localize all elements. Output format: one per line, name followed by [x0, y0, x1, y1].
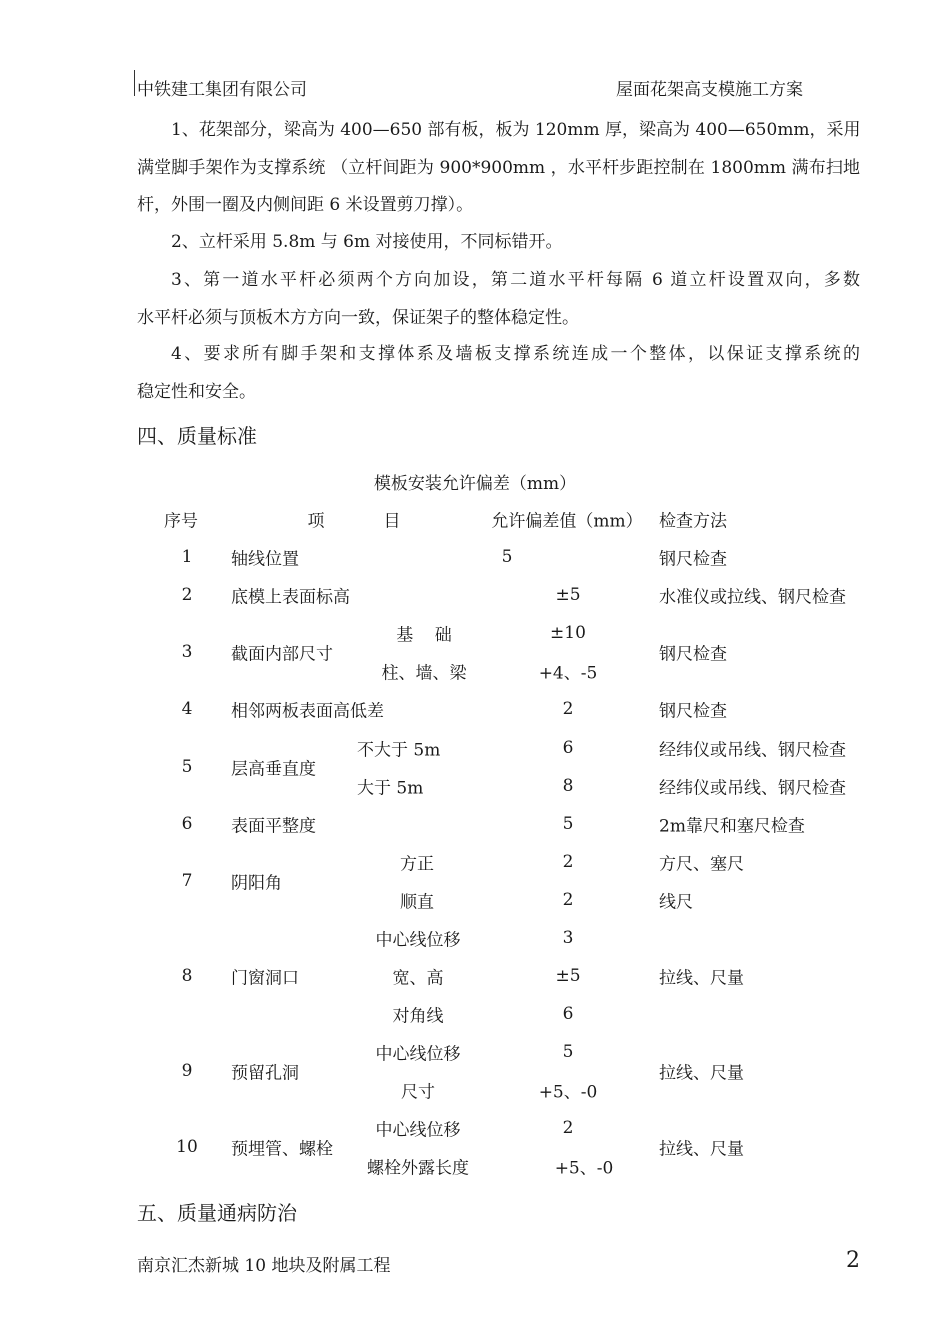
table-row-method: 钢尺检查 [659, 701, 727, 722]
table-row-no: 6 [181, 814, 193, 834]
section-title: 四、质量标准 [137, 424, 257, 448]
table-row-item: 阴阳角 [231, 873, 282, 894]
table-row-value: ±5 [555, 966, 581, 986]
table-row-value: 2 [562, 1118, 574, 1138]
page-number: 2 [846, 1248, 860, 1273]
table-row-subitem: 螺栓外露长度 [367, 1158, 469, 1179]
table-row-item: 底模上表面标高 [231, 587, 350, 608]
table-row-subitem: 大于 5m [357, 778, 424, 799]
paragraph-line: 3、第一道水平杆必须两个方向加设，第二道水平杆每隔 6 道立杆设置双向，多数 [171, 270, 860, 290]
col-header-method: 检查方法 [659, 511, 727, 532]
paragraph-3 [137, 262, 860, 337]
table-row-value: ±10 [550, 623, 586, 643]
table-row-item: 相邻两板表面高低差 [231, 701, 384, 722]
table-row-no: 3 [181, 642, 193, 662]
table-row-method: 经纬仪或吊线、钢尺检查 [659, 740, 846, 761]
table-row-subitem: 不大于 5m [357, 740, 441, 761]
table-row-subitem: 中心线位移 [375, 930, 461, 951]
table-row-value: 6 [562, 738, 574, 758]
col-header-no: 序号 [164, 511, 198, 532]
col-header-item: 目 [383, 511, 401, 532]
table-row-item: 层高垂直度 [231, 759, 316, 780]
paragraph-2 [137, 224, 860, 262]
table-row-value: 2 [562, 890, 574, 910]
table-row-value: 2 [562, 852, 574, 872]
paragraph-4 [137, 336, 860, 411]
table-row-subitem: 方正 [400, 854, 434, 875]
table-row-method: 水准仪或拉线、钢尺检查 [659, 587, 846, 608]
table-row-subitem: 宽、高 [392, 968, 444, 989]
table-row-subitem: 顺直 [400, 892, 434, 913]
table-row-method: 拉线、尺量 [659, 968, 744, 989]
paragraph-line: 杆，外围一圈及内侧间距 6 米设置剪刀撑）。 [137, 195, 474, 215]
table-row-value: +4、-5 [538, 663, 598, 684]
table-row-value: 8 [562, 776, 574, 796]
table-row-no: 7 [181, 871, 193, 891]
table-row-item: 门窗洞口 [231, 968, 299, 989]
table-row-subitem: 对角线 [392, 1006, 444, 1027]
table-row-value: 5 [501, 547, 513, 567]
col-header-tolerance: 允许偏差值（mm） [491, 511, 643, 532]
table-row-method: 线尺 [659, 892, 693, 913]
header-rule [134, 70, 135, 96]
table-row-method: 2m靠尺和塞尺检查 [659, 816, 805, 837]
table-row-no: 8 [181, 966, 193, 986]
table-row-subitem: 柱、墙、梁 [381, 663, 467, 684]
table-row-value: 5 [562, 1042, 574, 1062]
table-row-value: 6 [562, 1004, 574, 1024]
table-row-method: 钢尺检查 [659, 644, 727, 665]
paragraph-line: 1、花架部分，梁高为 400—650 部有板，板为 120mm 厚，梁高为 400—650mm，采用 [171, 120, 861, 140]
footer-project: 南京汇杰新城 10 地块及附属工程 [137, 1256, 391, 1276]
table-row-item: 轴线位置 [231, 549, 299, 570]
table-row-method: 拉线、尺量 [659, 1063, 744, 1084]
paragraph-line: 满堂脚手架作为支撑系统 （立杆间距为 900*900mm ，水平杆步距控制在 1800mm 满布扫地 [137, 157, 860, 178]
section-title: 五、质量通病防治 [137, 1201, 297, 1225]
table-row-no: 9 [181, 1061, 193, 1081]
table-row-no: 4 [181, 699, 193, 719]
table-row-value: 2 [562, 699, 574, 719]
table-caption: 模板安装允许偏差（mm） [373, 474, 577, 494]
table-row-value: +5、-0 [554, 1158, 614, 1179]
table-row-item: 预埋管、螺栓 [231, 1139, 333, 1160]
header-doc-title: 屋面花架高支模施工方案 [616, 80, 803, 100]
table-row-no: 2 [181, 585, 193, 605]
paragraph-line: 2、立杆采用 5.8m 与 6m 对接使用，不同标错开。 [171, 232, 563, 252]
paragraph-line: 4、要求所有脚手架和支撑体系及墙板支撑系统连成一个整体，以保证支撑系统的 [171, 344, 860, 364]
table-row-item: 预留孔洞 [231, 1063, 299, 1084]
table-row-value: 3 [562, 928, 574, 948]
table-row-no: 5 [181, 757, 193, 777]
table-row-item: 截面内部尺寸 [231, 644, 333, 665]
paragraph-1 [137, 112, 860, 225]
table-row-subitem: 中心线位移 [375, 1044, 461, 1065]
table-row-value: +5、-0 [538, 1082, 598, 1103]
table-row-value: ±5 [555, 585, 581, 605]
table-row-method: 钢尺检查 [659, 549, 727, 570]
table-row-value: 5 [562, 814, 574, 834]
table-row-method: 方尺、塞尺 [659, 854, 744, 875]
paragraph-line: 稳定性和安全。 [137, 381, 256, 402]
table-row-item: 表面平整度 [231, 816, 316, 837]
table-row-no: 10 [176, 1137, 198, 1157]
table-row-method: 拉线、尺量 [659, 1139, 744, 1160]
table-row-method: 经纬仪或吊线、钢尺检查 [659, 778, 846, 799]
paragraph-line: 水平杆必须与顶板木方方向一致，保证架子的整体稳定性。 [137, 307, 579, 328]
header-company: 中铁建工集团有限公司 [137, 80, 307, 100]
table-row-subitem: 尺寸 [401, 1082, 435, 1103]
table-row-subitem: 中心线位移 [375, 1120, 461, 1141]
col-header-item: 项 [307, 511, 325, 532]
table-row-subitem: 基 础 [396, 625, 452, 646]
table-row-no: 1 [181, 547, 193, 567]
